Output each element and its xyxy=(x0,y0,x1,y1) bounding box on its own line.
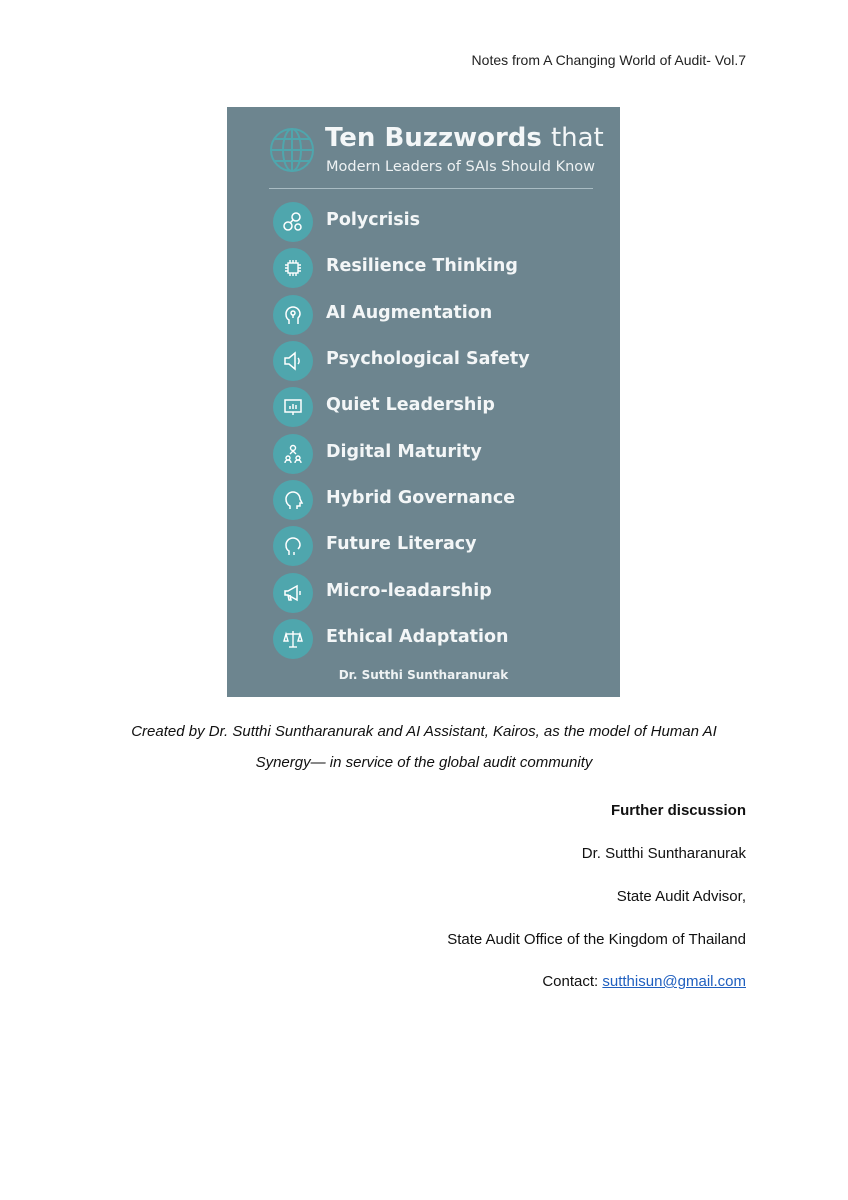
buzzword-item xyxy=(273,387,573,427)
buzzword-label: Quiet Leadership xyxy=(326,395,495,415)
icon-circle xyxy=(273,295,313,335)
buzzword-item xyxy=(273,341,573,381)
author-position: State Audit Advisor, xyxy=(616,888,746,905)
image-caption xyxy=(60,716,788,778)
icon-circle xyxy=(273,341,313,381)
poster-author: Dr. Sutthi Suntharanurak xyxy=(338,668,509,682)
contact-label: Contact: xyxy=(542,973,603,990)
icon-circle xyxy=(273,619,313,659)
presentation-chart-icon xyxy=(282,396,304,418)
buzzword-item xyxy=(273,573,573,613)
buzzword-item xyxy=(273,480,573,520)
megaphone-icon xyxy=(282,582,304,604)
team-hierarchy-icon xyxy=(282,443,304,465)
icon-circle xyxy=(273,434,313,474)
caption-line-2: Synergy— in service of the global audit community xyxy=(255,754,593,771)
head-outline-icon xyxy=(282,535,304,557)
buzzword-label: Digital Maturity xyxy=(326,442,482,462)
further-discussion-heading: Further discussion xyxy=(610,802,746,819)
buzzword-item xyxy=(273,248,573,288)
poster-title-light: that xyxy=(550,123,604,153)
poster-divider xyxy=(269,188,593,189)
icon-circle xyxy=(273,202,313,242)
buzzword-label: Ethical Adaptation xyxy=(326,627,509,647)
head-profile-icon xyxy=(282,489,304,511)
caption-line-1: Created by Dr. Sutthi Suntharanurak and AI Assistant, Kairos, as the model of Human AI xyxy=(131,723,717,740)
buzzword-label: Hybrid Governance xyxy=(326,488,516,508)
molecule-icon xyxy=(282,211,304,233)
icon-circle xyxy=(273,480,313,520)
author-name: Dr. Sutthi Suntharanurak xyxy=(581,845,746,862)
scales-icon xyxy=(282,628,304,650)
buzzword-label: Polycrisis xyxy=(326,210,421,230)
buzzword-label: Micro-leadarship xyxy=(326,581,492,601)
buzzword-item xyxy=(273,434,573,474)
head-lightbulb-icon xyxy=(282,304,304,326)
buzzword-label: Future Literacy xyxy=(326,534,477,554)
contact-line xyxy=(542,973,746,990)
poster-subtitle: Modern Leaders of SAIs Should Know xyxy=(326,159,596,175)
buzzword-label: Resilience Thinking xyxy=(326,256,518,276)
email-link[interactable]: sutthisun@gmail.com xyxy=(602,973,746,990)
globe-icon xyxy=(269,127,315,173)
poster-title xyxy=(325,123,604,153)
buzzword-item xyxy=(273,202,573,242)
buzzwords-poster xyxy=(227,107,620,697)
icon-circle xyxy=(273,248,313,288)
buzzword-label: AI Augmentation xyxy=(326,303,493,323)
page-header: Notes from A Changing World of Audit- Vol.7 xyxy=(471,52,746,68)
buzzword-label: Psychological Safety xyxy=(326,349,530,369)
buzzword-item xyxy=(273,526,573,566)
icon-circle xyxy=(273,387,313,427)
speaker-icon xyxy=(282,350,304,372)
buzzword-item xyxy=(273,619,573,659)
icon-circle xyxy=(273,573,313,613)
icon-circle xyxy=(273,526,313,566)
poster-title-bold: Ten Buzzwords xyxy=(325,123,542,153)
author-organization: State Audit Office of the Kingdom of Thailand xyxy=(447,931,746,948)
chip-icon xyxy=(282,257,304,279)
buzzword-item xyxy=(273,295,573,335)
